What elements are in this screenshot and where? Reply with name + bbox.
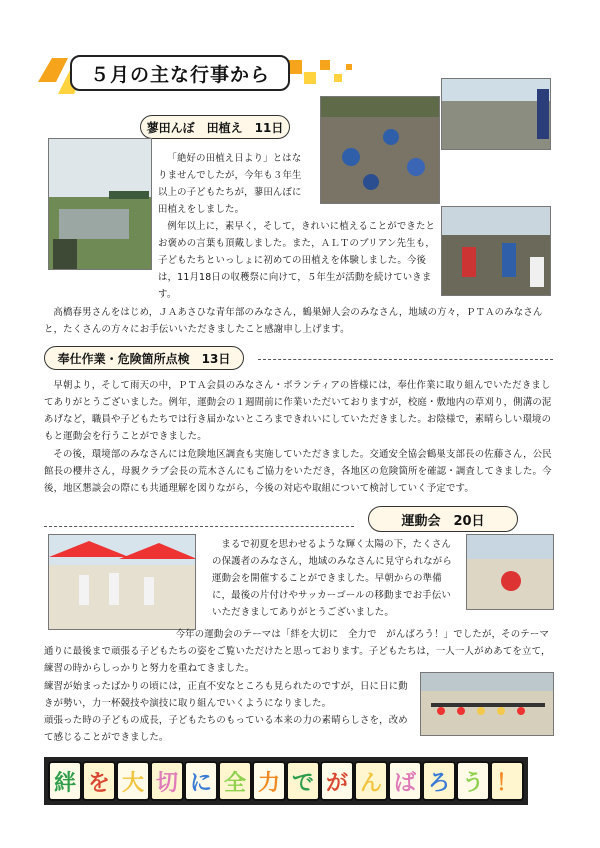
section-heading-volunteer-work: 奉仕作業・危険箇所点検 13日 xyxy=(44,346,244,370)
slogan-char: ！ xyxy=(490,761,524,801)
photo-tug-of-war xyxy=(420,672,554,736)
section-heading-sports-day: 運動会 20日 xyxy=(368,506,518,532)
slogan-char: を xyxy=(82,761,116,801)
slogan-char: 絆 xyxy=(48,761,82,801)
photo-students-planting xyxy=(320,96,440,204)
divider xyxy=(258,359,553,360)
slogan-char: 大 xyxy=(116,761,150,801)
photo-relay-race xyxy=(48,534,196,630)
slogan-char: う xyxy=(456,761,490,801)
slogan-char: に xyxy=(184,761,218,801)
section-heading-rice-planting: 蓼田んぼ 田植え 11日 xyxy=(140,115,290,139)
paragraph: 早朝より，そして雨天の中，ＰＴＡ会員のみなさん・ボランティアの皆様には，奉仕作業に取り組んでいただきましてありがとうございました。例年，運動会の１週間前に作業いただいておりますが，校庭・敷地内の草刈り，側溝の泥あげなど，職員や子どもたちでは行き届かないところまできれいにしていただきました。お陰様で，素晴らしい環境のもと運動会を行うことができました。 xyxy=(44,380,552,442)
paragraph: 「絶好の田植え日より」とはなりませんでしたが，今年も３年生以上の子どもたちが，蓼田んぼに田植えをしました。 xyxy=(158,153,302,215)
divider xyxy=(44,526,354,527)
photo-paddy-view xyxy=(441,78,551,150)
paragraph: 頑張った時の子どもの成長，子どもたちのもっている本来の力の素晴らしさを，改めて感じることができました。 xyxy=(44,715,408,743)
paragraph: 例年以上に，素早く，そして，きれいに植えることができたとお褒めの言葉も頂戴しました。また，ＡＬＴのブリアン先生も，子どもたちといっしょに初めての田植えを体験しました。今後は，11月18日の収穫祭に向けて，５年生が活動を続けていきます。 xyxy=(158,221,436,300)
slogan-char: ん xyxy=(354,761,388,801)
slogan-char: で xyxy=(286,761,320,801)
photo-planting-group xyxy=(441,206,551,296)
photo-sports-field xyxy=(466,534,554,610)
page-title: ５月の主な行事から xyxy=(70,55,290,91)
slogan-char: 切 xyxy=(150,761,184,801)
paragraph: 今年の運動会のテーマは「絆を大切に 全力で がんばろう！」でしたが，そのテーマ通りに最後まで頑張る子どもたちの姿をご覧いただけたと思っております。子どもたちは，一人一人がめあてを立て，練習の時からしっかりと努力を重ねてきました。 xyxy=(44,629,551,674)
photo-rice-field xyxy=(48,138,152,270)
footer-slogan-banner xyxy=(44,757,528,805)
paragraph: 練習が始まったばかりの頃には，正直不安なところも見られたのですが，日に日に動きが勢い，力一杯競技や演技に取り組んでいくようになりました。 xyxy=(44,681,408,709)
paragraph: まるで初夏を思わせるような輝く太陽の下，たくさんの保護者のみなさん，地域のみなさんに見守られながら運動会を開催することができました。早朝からの準備に，最後の片付けやサッカーゴールの移動までお手伝いいただきましてありがとうございました。 xyxy=(212,539,452,618)
slogan-char: ば xyxy=(388,761,422,801)
slogan-char: 全 xyxy=(218,761,252,801)
slogan-char: が xyxy=(320,761,354,801)
slogan-char: 力 xyxy=(252,761,286,801)
paragraph: 高橋春男さんをはじめ，ＪＡあさひな青年部のみなさん，鶴巣婦人会のみなさん，地域の方々，ＰＴＡのみなさんと，たくさんの方々にお手伝いいただきましたこと感謝申し上げます。 xyxy=(44,307,543,335)
slogan-char: ろ xyxy=(422,761,456,801)
paragraph: その後，環境部のみなさんには危険地区調査も実施していただきました。交通安全協会鶴巣支部長の佐藤さん，公民館長の櫻井さん，母親クラブ会長の荒木さんにもご協力をいただき，各地区の危険箇所を確認・調査してきました。今後，地区懇談会の際にも共通理解を図りながら，今後の対応や取組について検討していく予定です。 xyxy=(44,449,552,494)
